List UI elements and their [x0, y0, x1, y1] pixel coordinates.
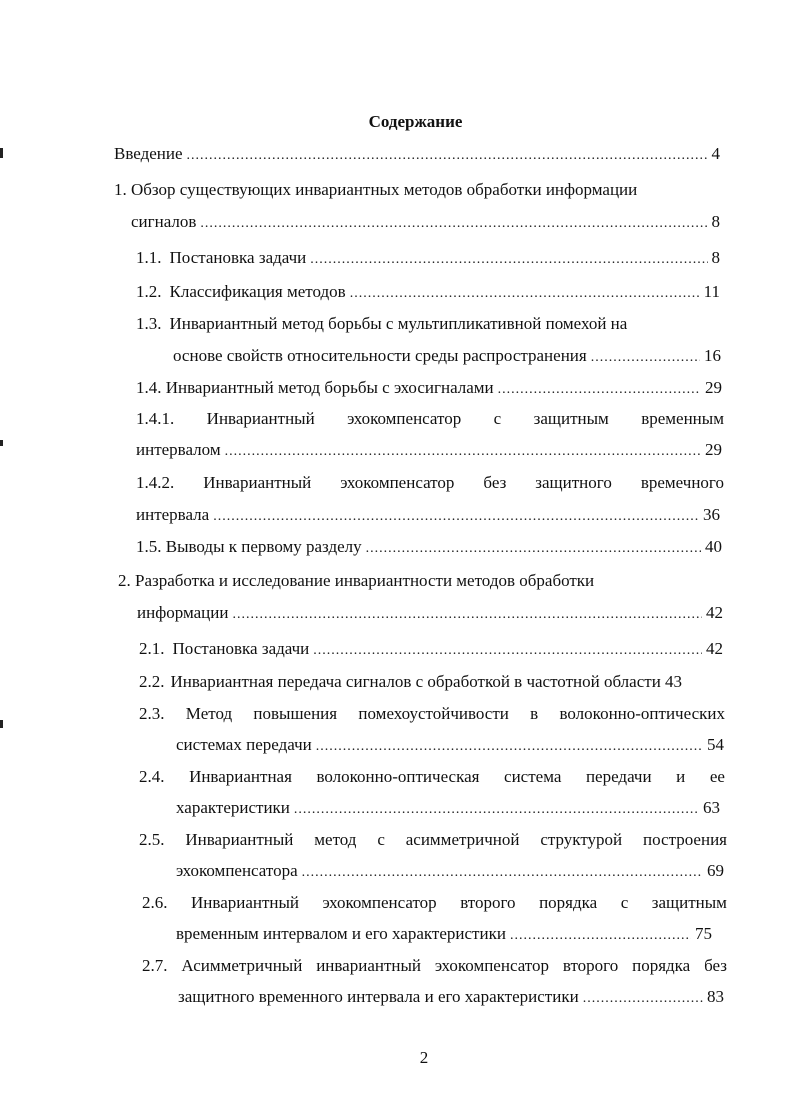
toc-entry-2-5-title[interactable]: 2.5. Инвариантный метод с асимметричной структурой построения	[139, 830, 727, 849]
toc-entry-2-3-title[interactable]: 2.3. Метод повышения помехоустойчивости в волоконно-оптических	[139, 704, 725, 723]
leader-dots	[213, 505, 699, 529]
page-number: 2	[419, 1048, 429, 1067]
toc-entry-2-6-title[interactable]: 2.6. Инвариантный эхокомпенсатор второго порядка с защитным	[142, 893, 727, 912]
leader-dots	[510, 924, 691, 948]
leader-dots	[350, 282, 700, 306]
toc-entry-2-4-title[interactable]: 2.4. Инвариантная волоконно-оптическая система передачи и ее	[139, 767, 725, 786]
leader-dots	[316, 735, 703, 759]
leader-dots	[313, 639, 702, 663]
toc-entry-1-1[interactable]: 1.1. Постановка задачи ..... 8	[136, 246, 720, 270]
toc-entry-1-4[interactable]: 1.4. Инвариантный метод борьбы с эхосигналами ..... 29	[136, 376, 722, 400]
toc-entry-2-7-title[interactable]: 2.7. Асимметричный инвариантный эхокомпенсатор второго порядка без	[142, 956, 727, 975]
toc-section-2[interactable]: информации ..... 42	[137, 601, 723, 625]
toc-entry-intro[interactable]: Введение ..... 4	[114, 142, 720, 166]
scan-edge-mark	[0, 440, 3, 446]
scan-edge-mark	[0, 720, 3, 728]
leader-dots	[225, 440, 701, 464]
scan-edge-mark	[0, 148, 3, 158]
leader-dots	[310, 248, 707, 272]
toc-section-1-title[interactable]: 1. Обзор существующих инвариантных методов обработки информации	[114, 180, 638, 199]
toc-entry-1-4-1[interactable]: интервалом ..... 29	[136, 438, 722, 462]
leader-dots	[583, 987, 703, 1011]
leader-dots	[366, 537, 701, 561]
toc-entry-1-4-1-title[interactable]: 1.4.1. Инвариантный эхокомпенсатор с защитным временным	[136, 409, 724, 428]
toc-entry-1-3[interactable]: основе свойств относительности среды распространения ..... 16	[173, 344, 721, 368]
leader-dots	[200, 212, 707, 236]
toc-entry-2-2[interactable]: 2.2. Инвариантная передача сигналов с обработкой в частотной области 43	[139, 672, 683, 691]
toc-entry-1-5[interactable]: 1.5. Выводы к первому разделу ..... 40	[136, 535, 722, 559]
toc-entry-2-1[interactable]: 2.1. Постановка задачи ..... 42	[139, 637, 723, 661]
leader-dots	[498, 378, 701, 402]
leader-dots	[294, 798, 699, 822]
toc-entry-2-7[interactable]: защитного временного интервала и его характеристики ..... 83	[178, 985, 724, 1009]
leader-dots	[187, 144, 708, 168]
toc-entry-1-2[interactable]: 1.2. Классификация методов ..... 11	[136, 280, 720, 304]
toc-section-2-title[interactable]: 2. Разработка и исследование инвариантности методов обработки	[118, 571, 595, 590]
leader-dots	[591, 346, 700, 370]
toc-entry-1-4-2[interactable]: интервала ..... 36	[136, 503, 720, 527]
page-title: Содержание	[368, 112, 463, 131]
toc-entry-2-4[interactable]: характеристики ..... 63	[176, 796, 720, 820]
toc-entry-1-3-title[interactable]: 1.3. Инвариантный метод борьбы с мультипликативной помехой на	[136, 314, 628, 333]
toc-entry-2-5[interactable]: эхокомпенсатора ..... 69	[176, 859, 724, 883]
toc-entry-1-4-2-title[interactable]: 1.4.2. Инвариантный эхокомпенсатор без защитного времечного	[136, 473, 724, 492]
leader-dots	[302, 861, 703, 885]
toc-section-1[interactable]: сигналов ..... 8	[131, 210, 720, 234]
toc-entry-2-3[interactable]: системах передачи ..... 54	[176, 733, 724, 757]
leader-dots	[232, 603, 702, 627]
toc-entry-2-6[interactable]: временным интервалом и его характеристики ..... 75	[176, 922, 712, 946]
